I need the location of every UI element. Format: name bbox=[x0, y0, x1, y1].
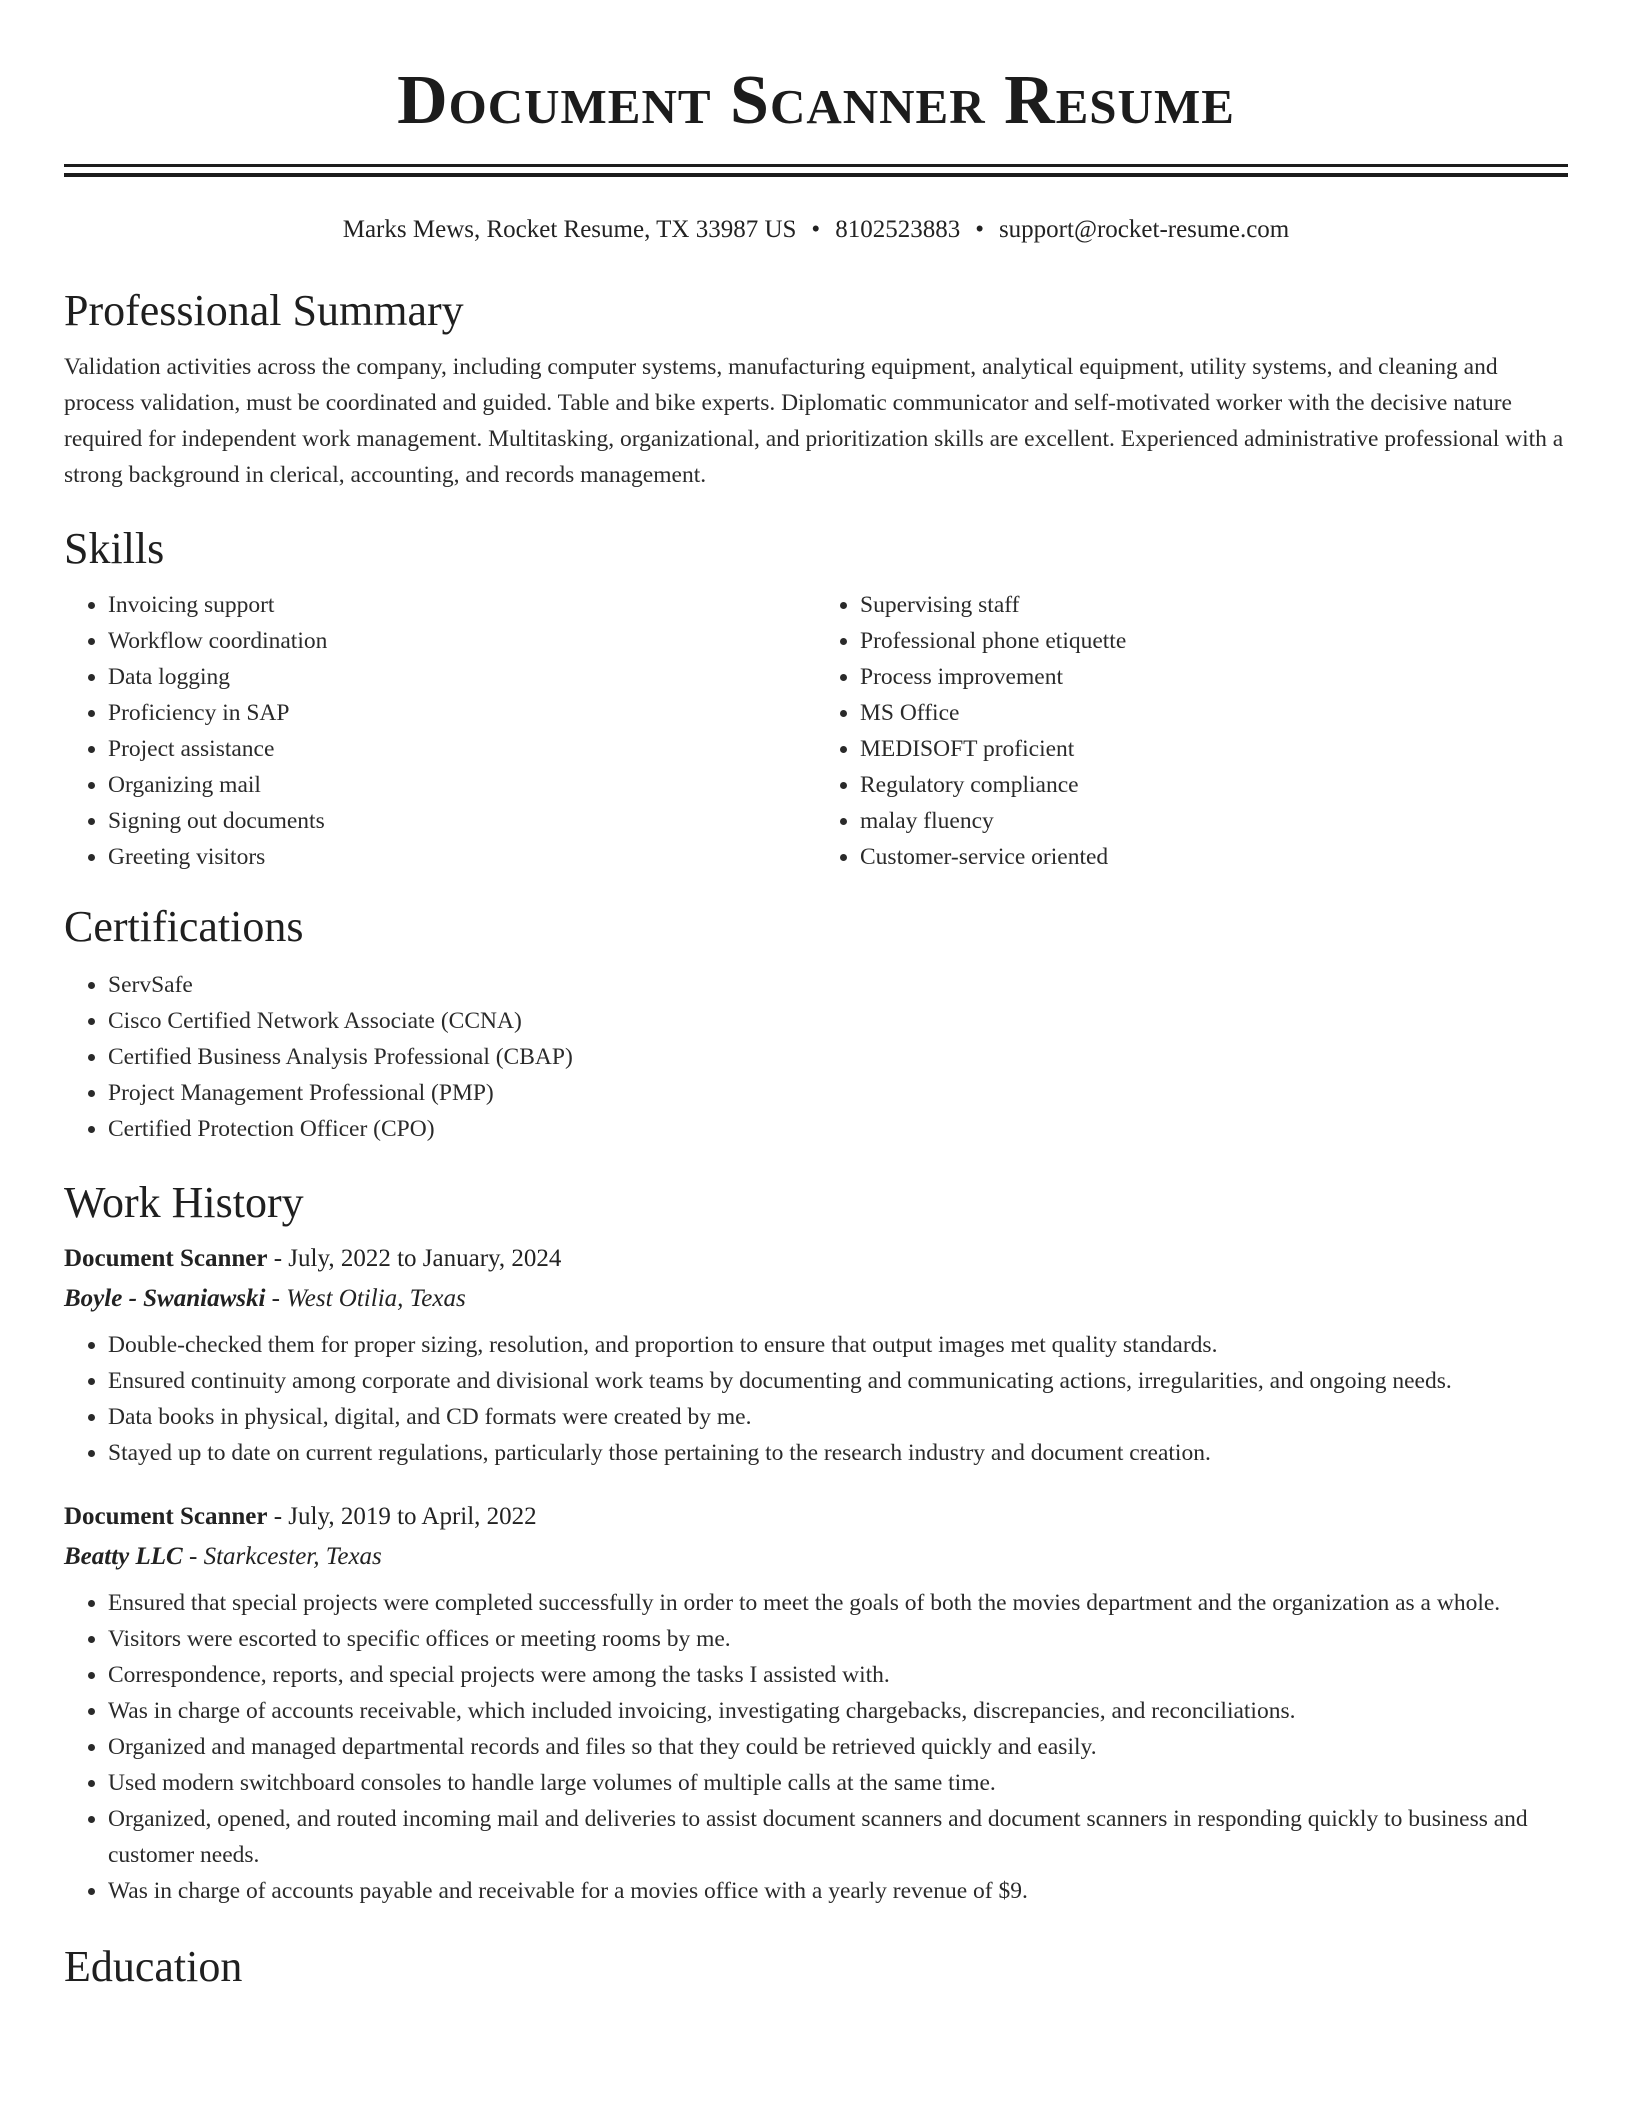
summary-section bbox=[64, 285, 1568, 493]
job-company-line bbox=[64, 1281, 1568, 1317]
job-company-line bbox=[64, 1539, 1568, 1575]
certification-item: • ServSafe bbox=[108, 967, 1568, 1003]
job-duties-list bbox=[64, 1585, 1568, 1909]
certifications-section bbox=[64, 901, 1568, 1147]
skill-item: • Invoicing support bbox=[108, 587, 816, 623]
resume-title: Document Scanner Resume bbox=[397, 62, 1235, 139]
skill-item: • Organizing mail bbox=[108, 767, 816, 803]
skill-item: • Project assistance bbox=[108, 731, 816, 767]
header-rule-top bbox=[64, 164, 1568, 167]
job-dates: July, 2022 to January, 2024 bbox=[288, 1245, 562, 1272]
job-duty: • Double-checked them for proper sizing, resolution, and proportion to ensure that output images met quality standards. bbox=[108, 1327, 1568, 1363]
certification-item: • Certified Business Analysis Professional (CBAP) bbox=[108, 1039, 1568, 1075]
job-dates: July, 2019 to April, 2022 bbox=[288, 1503, 537, 1530]
contact-phone: 8102523883 bbox=[835, 216, 961, 243]
job-location: West Otilia, Texas bbox=[286, 1285, 466, 1312]
job-duty: • Organized, opened, and routed incoming mail and deliveries to assist document scanners and document scanners in responding quickly to business and customer needs. bbox=[108, 1801, 1568, 1873]
skills-grid bbox=[64, 587, 1568, 875]
job-dash: - bbox=[182, 1543, 204, 1570]
job-dash: - bbox=[265, 1285, 287, 1312]
skills-section bbox=[64, 523, 1568, 875]
summary-heading: Professional Summary bbox=[64, 286, 464, 335]
skills-list-left bbox=[64, 587, 816, 875]
job-company: Beatty LLC bbox=[64, 1543, 183, 1570]
skill-item: • Customer-service oriented bbox=[860, 839, 1568, 875]
skill-item: • Process improvement bbox=[860, 659, 1568, 695]
job-duty: • Ensured that special projects were completed successfully in order to meet the goals of both the movies department and the organization as a whole. bbox=[108, 1585, 1568, 1621]
skill-item: • Signing out documents bbox=[108, 803, 816, 839]
skill-item: • malay fluency bbox=[860, 803, 1568, 839]
summary-text: Validation activities across the company, including computer systems, manufacturing equipment, analytical equipment, utility systems, and cleaning and process validation, must be coordinated and guided. Table and bike experts. Diplomatic communicator and self-motivated worker with the decisive nature required for independent work management. Multitasking, organizational, and prioritization skills are excellent. Experienced administrative professional with a strong background in clerical, accounting, and records management. bbox=[64, 354, 1564, 488]
contact-address: Marks Mews, Rocket Resume, TX 33987 US bbox=[342, 216, 797, 243]
work-history-section bbox=[64, 1177, 1568, 1909]
job-duty: • Visitors were escorted to specific offices or meeting rooms by me. bbox=[108, 1621, 1568, 1657]
education-section bbox=[64, 1941, 1568, 1993]
header-rule-bottom bbox=[64, 173, 1568, 177]
job-title-line bbox=[64, 1241, 1568, 1277]
skill-item: • Workflow coordination bbox=[108, 623, 816, 659]
contact-separator: • bbox=[975, 216, 984, 243]
education-heading: Education bbox=[64, 1942, 243, 1991]
job-duty: • Correspondence, reports, and special projects were among the tasks I assisted with. bbox=[108, 1657, 1568, 1693]
job-location: Starkcester, Texas bbox=[203, 1543, 382, 1570]
job-entry bbox=[64, 1241, 1568, 1471]
contact-email: support@rocket-resume.com bbox=[998, 216, 1290, 243]
skill-item: • MS Office bbox=[860, 695, 1568, 731]
job-dash: - bbox=[267, 1245, 289, 1272]
work-history-heading: Work History bbox=[64, 1178, 304, 1227]
job-duty: • Used modern switchboard consoles to handle large volumes of multiple calls at the same time. bbox=[108, 1765, 1568, 1801]
certification-item: • Certified Protection Officer (CPO) bbox=[108, 1111, 1568, 1147]
job-company: Boyle - Swaniawski bbox=[64, 1285, 266, 1312]
skill-item: • Regulatory compliance bbox=[860, 767, 1568, 803]
certification-item: • Cisco Certified Network Associate (CCNA) bbox=[108, 1003, 1568, 1039]
certifications-heading: Certifications bbox=[64, 902, 304, 951]
skill-item: • Professional phone etiquette bbox=[860, 623, 1568, 659]
job-duties-list bbox=[64, 1327, 1568, 1471]
job-title-line bbox=[64, 1499, 1568, 1535]
skill-item: • Greeting visitors bbox=[108, 839, 816, 875]
job-dash: - bbox=[267, 1503, 289, 1530]
skills-list-right bbox=[816, 587, 1568, 875]
job-title: Document Scanner bbox=[64, 1503, 268, 1530]
skill-item: • Data logging bbox=[108, 659, 816, 695]
certifications-list bbox=[64, 967, 1568, 1147]
job-duty: • Ensured continuity among corporate and divisional work teams by documenting and communicating actions, irregularities, and ongoing needs. bbox=[108, 1363, 1568, 1399]
job-duty: • Was in charge of accounts payable and receivable for a movies office with a yearly revenue of $9. bbox=[108, 1873, 1568, 1909]
job-duty: • Stayed up to date on current regulations, particularly those pertaining to the research industry and document creation. bbox=[108, 1435, 1568, 1471]
skill-item: • Supervising staff bbox=[860, 587, 1568, 623]
skills-heading: Skills bbox=[64, 524, 165, 573]
job-duty: • Was in charge of accounts receivable, which included invoicing, investigating chargebacks, discrepancies, and reconciliations. bbox=[108, 1693, 1568, 1729]
contact-separator: • bbox=[811, 216, 821, 243]
job-title: Document Scanner bbox=[64, 1245, 268, 1272]
skill-item: • MEDISOFT proficient bbox=[860, 731, 1568, 767]
contact-line bbox=[64, 215, 1568, 245]
certification-item: • Project Management Professional (PMP) bbox=[108, 1075, 1568, 1111]
job-duty: • Organized and managed departmental records and files so that they could be retrieved quickly and easily. bbox=[108, 1729, 1568, 1765]
skill-item: • Proficiency in SAP bbox=[108, 695, 816, 731]
job-duty: • Data books in physical, digital, and CD formats were created by me. bbox=[108, 1399, 1568, 1435]
job-entry bbox=[64, 1499, 1568, 1909]
